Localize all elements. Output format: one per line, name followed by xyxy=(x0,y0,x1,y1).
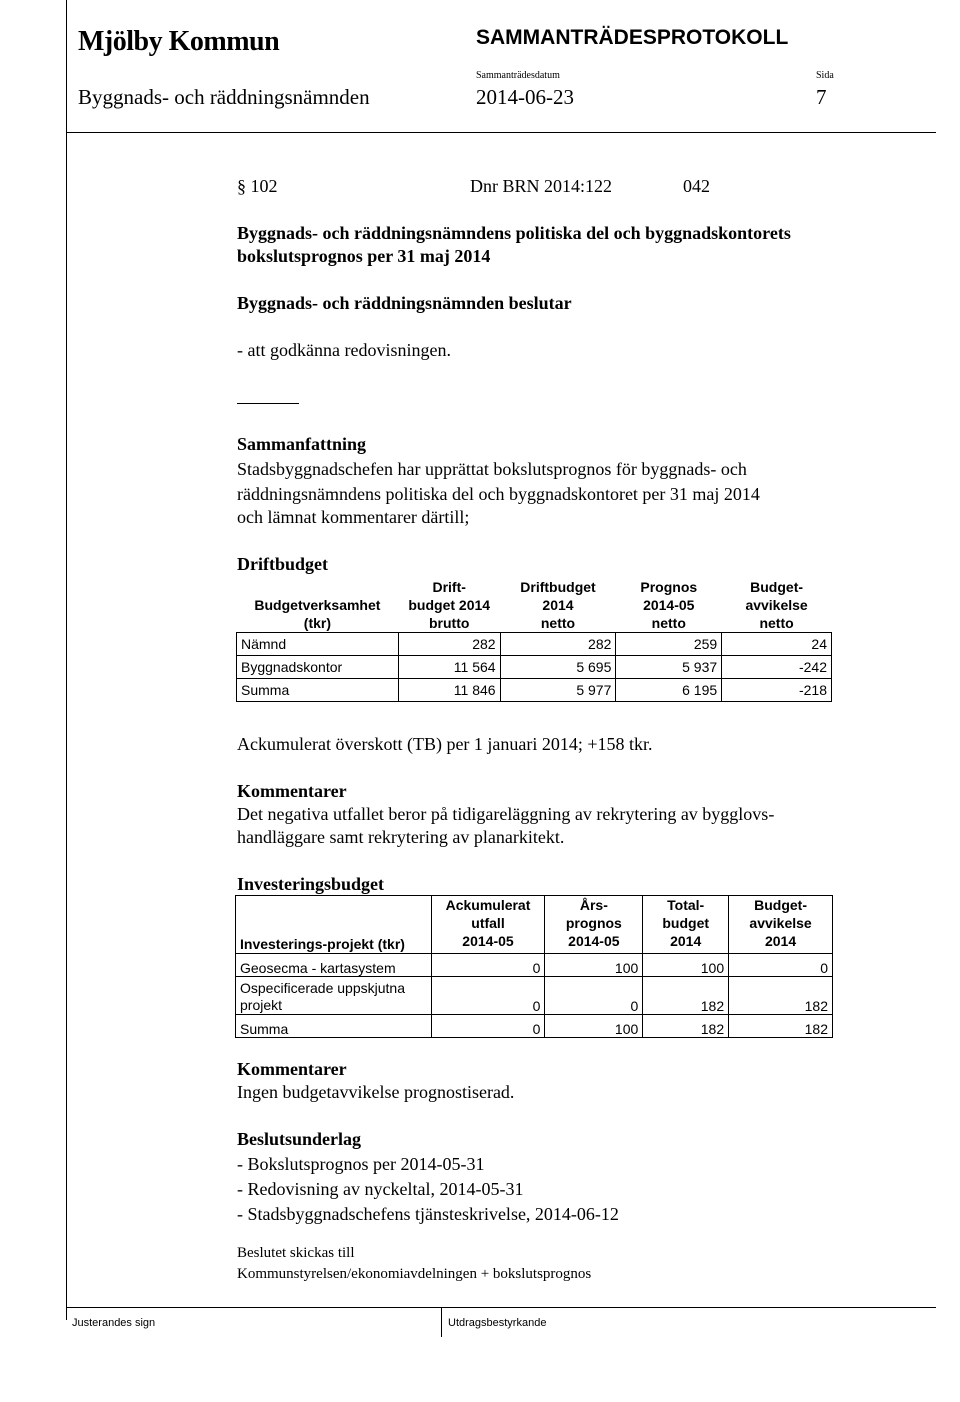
header-rule xyxy=(66,132,936,133)
table-header-row xyxy=(236,896,833,954)
table-header-row xyxy=(237,574,832,632)
summary-heading: Sammanfattning xyxy=(237,434,367,454)
margin-rule xyxy=(66,0,67,1320)
table-row xyxy=(237,655,832,678)
list-item: - Stadsbyggnadschefens tjänsteskrivelse, 2014-06-12 xyxy=(237,1204,619,1224)
column-header: Investerings-projekt (tkr) xyxy=(236,896,432,954)
comments-heading: Kommentarer xyxy=(237,781,347,801)
paragraph-number: § 102 xyxy=(237,176,278,196)
column-header: Budget- avvikelse 2014 xyxy=(729,896,833,954)
summary-line2: räddningsnämndens politiska del och byggnadskontoret per 31 maj 2014 xyxy=(237,484,760,504)
table-cell: 0 xyxy=(431,977,545,1015)
table-row xyxy=(236,954,833,977)
row-label: Geosecma - kartasystem xyxy=(236,954,432,977)
table-cell: 0 xyxy=(545,977,643,1015)
column-header: Budgetverksamhet (tkr) xyxy=(254,596,381,631)
investment-comments-text: Ingen budgetavvikelse prognostiserad. xyxy=(237,1082,515,1102)
decision-heading: Byggnads- och räddningsnämnden beslutar xyxy=(237,293,572,313)
comments-line1: Det negativa utfallet beror på tidigareläggning av rekrytering av bygglovs- xyxy=(237,804,775,824)
table-cell: -218 xyxy=(722,678,832,701)
table-cell: 11 846 xyxy=(398,678,500,701)
summary-line1: Stadsbyggnadschefen har upprättat bokslutsprognos för byggnads- och xyxy=(237,459,747,479)
table-cell: 100 xyxy=(545,1015,643,1038)
operating-budget-table xyxy=(236,574,832,702)
row-label: Summa xyxy=(237,678,399,701)
table-cell: 5 977 xyxy=(500,678,616,701)
case-code: 042 xyxy=(683,176,710,196)
table-cell: 0 xyxy=(729,954,833,977)
column-header: Prognos 2014-05 netto xyxy=(640,578,698,631)
signature-label: Justerandes sign xyxy=(72,1317,156,1329)
table-cell: 100 xyxy=(545,954,643,977)
certification-label: Utdragsbestyrkande xyxy=(448,1317,547,1329)
column-header: Total- budget 2014 xyxy=(643,896,729,954)
dnr: Dnr BRN 2014:122 xyxy=(470,176,613,196)
table-cell: 282 xyxy=(398,632,500,655)
basis-list xyxy=(237,1153,619,1228)
operating-budget-heading: Driftbudget xyxy=(237,554,328,574)
table-cell: 100 xyxy=(643,954,729,977)
organization-name: Mjölby Kommun xyxy=(78,26,280,57)
investment-comments-heading: Kommentarer xyxy=(237,1059,347,1079)
table-row xyxy=(237,632,832,655)
table-cell: 5 695 xyxy=(500,655,616,678)
meeting-date: 2014-06-23 xyxy=(476,85,574,109)
table-cell: 0 xyxy=(431,954,545,977)
column-header: Ackumulerat utfall 2014-05 xyxy=(431,896,545,954)
basis-heading: Beslutsunderlag xyxy=(237,1129,362,1149)
table-cell: 5 937 xyxy=(616,655,722,678)
page-number: 7 xyxy=(816,85,827,109)
footer-divider xyxy=(441,1307,442,1337)
table-row xyxy=(236,977,833,1015)
document-type: SAMMANTRÄDESPROTOKOLL xyxy=(476,26,789,49)
table-row xyxy=(237,678,832,701)
table-cell: 259 xyxy=(616,632,722,655)
list-item: - Redovisning av nyckeltal, 2014-05-31 xyxy=(237,1179,524,1199)
table-cell: 182 xyxy=(643,977,729,1015)
footer-rule xyxy=(66,1307,936,1308)
row-label: Ospecificerade uppskjutna projekt xyxy=(236,977,432,1015)
table-cell: 182 xyxy=(729,1015,833,1038)
separator-line xyxy=(237,403,299,404)
table-cell: 11 564 xyxy=(398,655,500,678)
table-cell: 6 195 xyxy=(616,678,722,701)
column-header: Års- prognos 2014-05 xyxy=(545,896,643,954)
case-title-line1: Byggnads- och räddningsnämndens politiska del och byggnadskontorets xyxy=(237,223,791,243)
table-cell: 182 xyxy=(643,1015,729,1038)
case-title-line2: bokslutsprognos per 31 maj 2014 xyxy=(237,246,491,266)
investment-budget-table xyxy=(235,895,833,1038)
accumulated-surplus: Ackumulerat överskott (TB) per 1 januari 2014; +158 tkr. xyxy=(237,734,653,754)
row-label: Summa xyxy=(236,1015,432,1038)
table-cell: 282 xyxy=(500,632,616,655)
column-header: Driftbudget 2014 netto xyxy=(520,578,596,631)
date-label: Sammanträdesdatum xyxy=(476,70,560,81)
row-label: Byggnadskontor xyxy=(237,655,399,678)
page-label: Sida xyxy=(816,70,834,81)
decision-text: - att godkänna redovisningen. xyxy=(237,340,451,360)
investment-budget-heading: Investeringsbudget xyxy=(237,874,385,894)
summary-line3: och lämnat kommentarer därtill; xyxy=(237,507,470,527)
sent-to-label: Beslutet skickas till xyxy=(237,1245,355,1261)
table-cell: -242 xyxy=(722,655,832,678)
table-cell: 182 xyxy=(729,977,833,1015)
table-cell: 24 xyxy=(722,632,832,655)
column-header: Drift- budget 2014 brutto xyxy=(408,578,491,631)
sent-to-recipients: Kommunstyrelsen/ekonomiavdelningen + bokslutsprognos xyxy=(237,1266,592,1282)
table-row xyxy=(236,1015,833,1038)
row-label: Nämnd xyxy=(237,632,399,655)
column-header: Budget- avvikelse netto xyxy=(745,578,808,631)
list-item: - Bokslutsprognos per 2014-05-31 xyxy=(237,1154,485,1174)
committee-name: Byggnads- och räddningsnämnden xyxy=(78,85,370,109)
table-cell: 0 xyxy=(431,1015,545,1038)
comments-line2: handläggare samt rekrytering av planarkitekt. xyxy=(237,827,565,847)
